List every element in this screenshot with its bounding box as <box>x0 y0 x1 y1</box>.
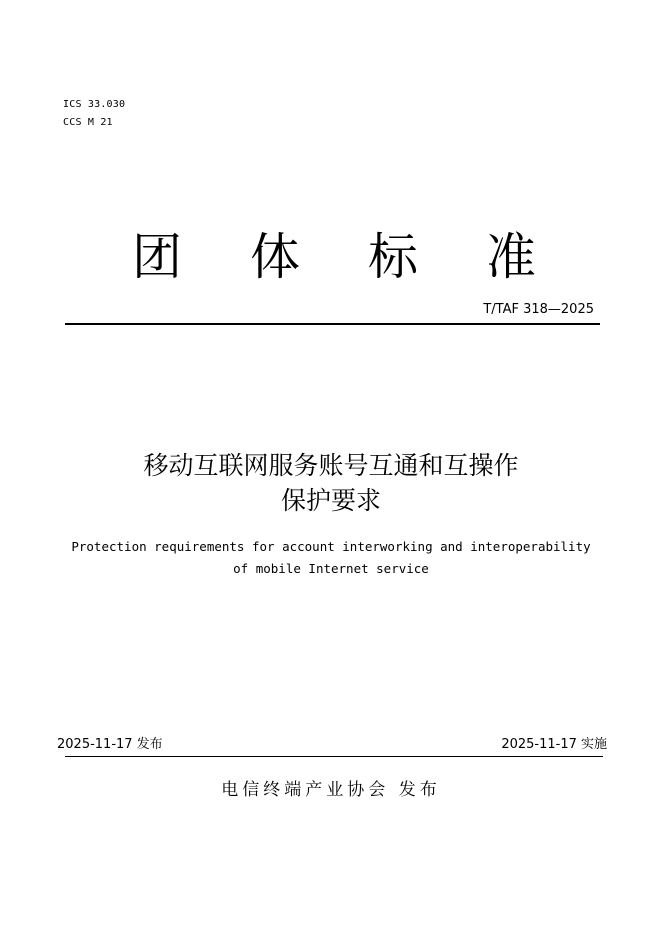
standard-type-heading <box>132 225 536 289</box>
english-title-line-2: of mobile Internet service <box>233 561 429 576</box>
standard-type-char: 标 <box>368 228 418 286</box>
ics-code: ICS 33.030 <box>63 99 126 110</box>
publish-date: 2025-11-17 发布 <box>57 737 163 752</box>
standard-type-char: 团 <box>132 228 182 286</box>
chinese-title <box>0 448 662 518</box>
standard-type-char: 体 <box>250 228 300 286</box>
chinese-title-line-1: 移动互联网服务账号互通和互操作 <box>143 451 519 480</box>
top-divider <box>65 323 600 325</box>
english-title-line-1: Protection requirements for account interworking and interoperability <box>71 539 591 554</box>
implement-date: 2025-11-17 实施 <box>501 737 607 752</box>
chinese-title-line-2: 保护要求 <box>280 486 381 515</box>
ccs-code: CCS M 21 <box>63 117 113 128</box>
standard-type-char: 准 <box>486 228 536 286</box>
english-title <box>0 536 662 580</box>
publisher-line: 电信终端产业协会 发布 <box>221 780 441 800</box>
standard-number: T/TAF 318—2025 <box>483 302 594 317</box>
bottom-divider <box>65 756 603 757</box>
